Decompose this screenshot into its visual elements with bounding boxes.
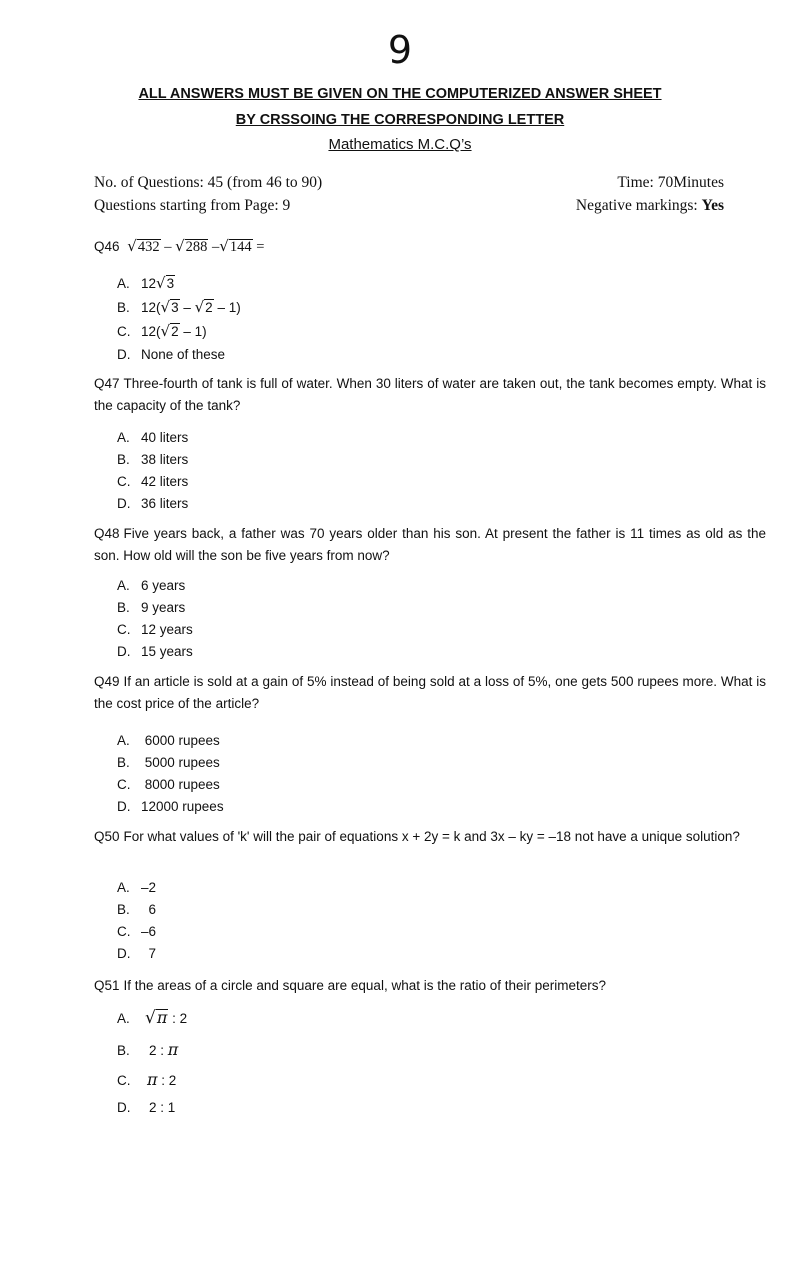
question-number: Q46 bbox=[94, 239, 120, 254]
option-a[interactable]: A. √π : 2 bbox=[117, 1008, 188, 1028]
radicand: 432 bbox=[137, 239, 160, 255]
option-b[interactable]: B. 9 years bbox=[117, 600, 186, 615]
question-number: Q51 bbox=[94, 978, 120, 993]
option-b[interactable]: B. 38 liters bbox=[117, 452, 189, 467]
question-count: No. of Questions: 45 (from 46 to 90) bbox=[94, 174, 323, 191]
question-text: For what values of 'k' will the pair of equations x + 2y = k and 3x – ky = –18 not have a unique solution? bbox=[123, 829, 740, 844]
option-c[interactable]: C. π : 2 bbox=[117, 1070, 177, 1089]
question-text: Five years back, a father was 70 years older than his son. At present the father is 11 times as old as the son. How old will the son be five years from now? bbox=[94, 526, 766, 563]
option-d[interactable]: D. 36 liters bbox=[117, 496, 189, 511]
option-d[interactable]: D. 2 : 1 bbox=[117, 1100, 176, 1115]
option-b[interactable]: B. 12(√3 – √2 – 1) bbox=[117, 298, 241, 316]
negative-marking bbox=[576, 197, 724, 215]
option-a[interactable]: A. 6000 rupees bbox=[117, 733, 220, 748]
option-a[interactable]: A. 12√3 bbox=[117, 274, 175, 292]
option-a[interactable]: A. –2 bbox=[117, 880, 157, 895]
negative-marking-value: Yes bbox=[701, 197, 724, 214]
option-d[interactable]: D. 15 years bbox=[117, 644, 193, 659]
option-d[interactable]: D. 12000 rupees bbox=[117, 799, 224, 814]
question-text: If the areas of a circle and square are equal, what is the ratio of their perimeters? bbox=[123, 978, 607, 993]
question-number: Q50 bbox=[94, 829, 120, 844]
question-number: Q49 bbox=[94, 674, 120, 689]
question-51 bbox=[94, 975, 766, 997]
option-b[interactable]: B. 2 : π bbox=[117, 1040, 179, 1059]
option-c[interactable]: C. –6 bbox=[117, 924, 157, 939]
start-page: Questions starting from Page: 9 bbox=[94, 197, 291, 214]
instruction-line-2: BY CRSSOING THE CORRESPONDING LETTER bbox=[235, 112, 565, 128]
negative-marking-label: Negative markings: bbox=[575, 197, 702, 214]
question-48 bbox=[94, 523, 766, 567]
question-number: Q47 bbox=[94, 376, 120, 391]
time-limit: Time: 70Minutes bbox=[617, 174, 724, 191]
q46-expression: √432 – √288 –√144 = bbox=[127, 237, 265, 255]
option-c[interactable]: C. 12(√2 – 1) bbox=[117, 322, 207, 340]
instruction-line-1: ALL ANSWERS MUST BE GIVEN ON THE COMPUTERIZED ANSWER SHEET bbox=[138, 86, 662, 102]
question-text: Three-fourth of tank is full of water. When 30 liters of water are taken out, the tank becomes empty. What is the capacity of the tank? bbox=[94, 376, 766, 413]
page-number: 9 bbox=[387, 28, 413, 72]
option-d[interactable]: D. 7 bbox=[117, 946, 157, 961]
question-50 bbox=[94, 826, 766, 848]
question-46 bbox=[94, 235, 766, 258]
option-b[interactable]: B. 6 bbox=[117, 902, 157, 917]
option-c[interactable]: C. 8000 rupees bbox=[117, 777, 220, 792]
subject-title: Mathematics M.C.Q’s bbox=[328, 136, 472, 153]
question-text: If an article is sold at a gain of 5% instead of being sold at a loss of 5%, one gets 500 rupees more. What is the cost price of the article? bbox=[94, 674, 766, 711]
radicand: 144 bbox=[229, 239, 252, 255]
option-d[interactable]: D. None of these bbox=[117, 347, 226, 362]
question-number: Q48 bbox=[94, 526, 120, 541]
option-c[interactable]: C. 42 liters bbox=[117, 474, 189, 489]
question-47 bbox=[94, 373, 766, 417]
question-49 bbox=[94, 671, 766, 715]
option-a[interactable]: A. 40 liters bbox=[117, 430, 189, 445]
option-a[interactable]: A. 6 years bbox=[117, 578, 186, 593]
option-c[interactable]: C. 12 years bbox=[117, 622, 193, 637]
option-b[interactable]: B. 5000 rupees bbox=[117, 755, 220, 770]
radicand: 288 bbox=[185, 239, 208, 255]
